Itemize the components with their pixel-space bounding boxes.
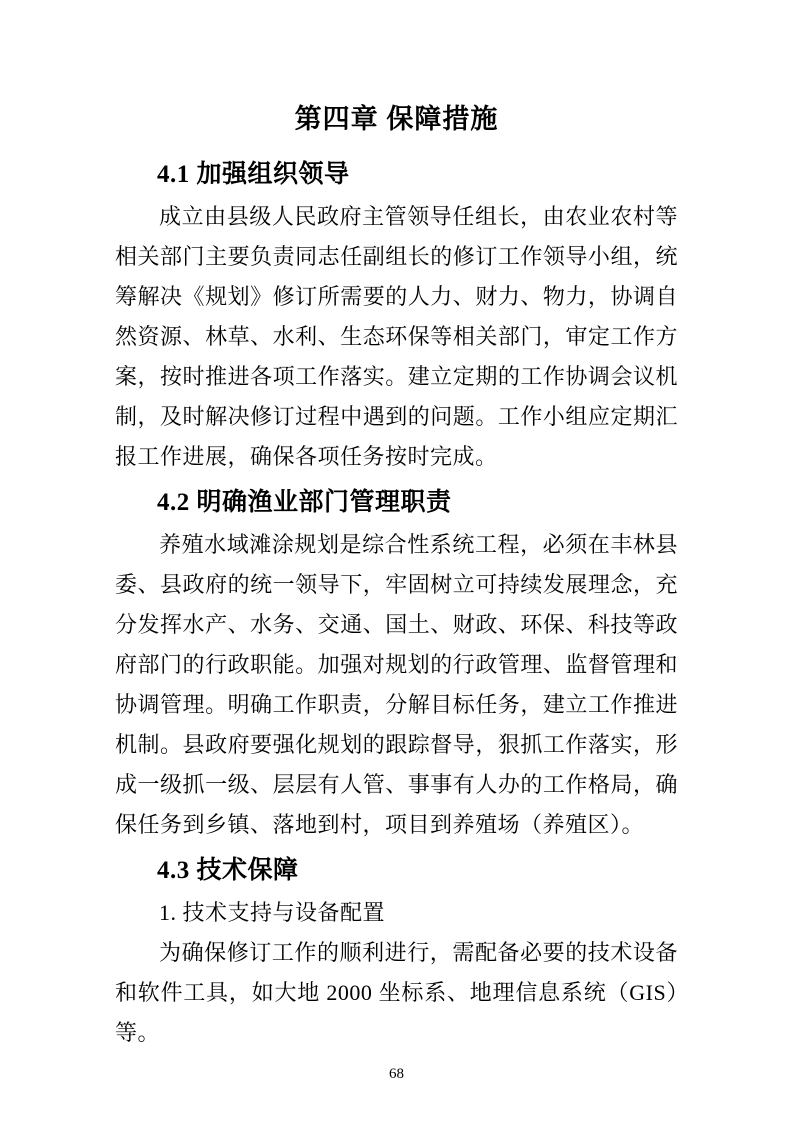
- section-4-2: [115, 488, 678, 845]
- section-4-1: [115, 160, 678, 477]
- section-4-3-paragraph: 为确保修订工作的顺利进行，需配备必要的技术设备和软件工具，如大地 2000 坐标系、地理信息系统（GIS）等。: [115, 940, 678, 1045]
- section-4-3-heading: 4.3 技术保障: [157, 857, 299, 884]
- page-number: 68: [389, 1066, 404, 1082]
- chapter-title: 第四章 保障措施: [294, 104, 499, 134]
- section-4-3-list-item: 1. 技术支持与设备配置: [159, 900, 386, 925]
- section-4-1-heading: 4.1 加强组织领导: [157, 161, 350, 188]
- section-4-3: [115, 856, 678, 1053]
- section-4-2-paragraph: 养殖水域滩涂规划是综合性系统工程，必须在丰林县委、县政府的统一领导下，牢固树立可持续发展理念，充分发挥水产、水务、交通、国土、财政、环保、科技等政府部门的行政职能。加强对规划的行政管理、监督管理和协调管理。明确工作职责，分解目标任务，建立工作推进机制。县政府要强化规划的跟踪督导，狠抓工作落实，形成一级抓一级、层层有人管、事事有人办的工作格局，确保任务到乡镇、落地到村，项目到养殖场（养殖区）。: [115, 532, 678, 837]
- section-4-2-heading: 4.2 明确渔业部门管理职责: [157, 489, 452, 516]
- section-4-1-paragraph: 成立由县级人民政府主管领导任组长，由农业农村等相关部门主要负责同志任副组长的修订工作领导小组，统筹解决《规划》修订所需要的人力、财力、物力，协调自然资源、林草、水利、生态环保等相关部门，审定工作方案，按时推进各项工作落实。建立定期的工作协调会议机制，及时解决修订过程中遇到的问题。工作小组应定期汇报工作进展，确保各项任务按时完成。: [115, 204, 678, 469]
